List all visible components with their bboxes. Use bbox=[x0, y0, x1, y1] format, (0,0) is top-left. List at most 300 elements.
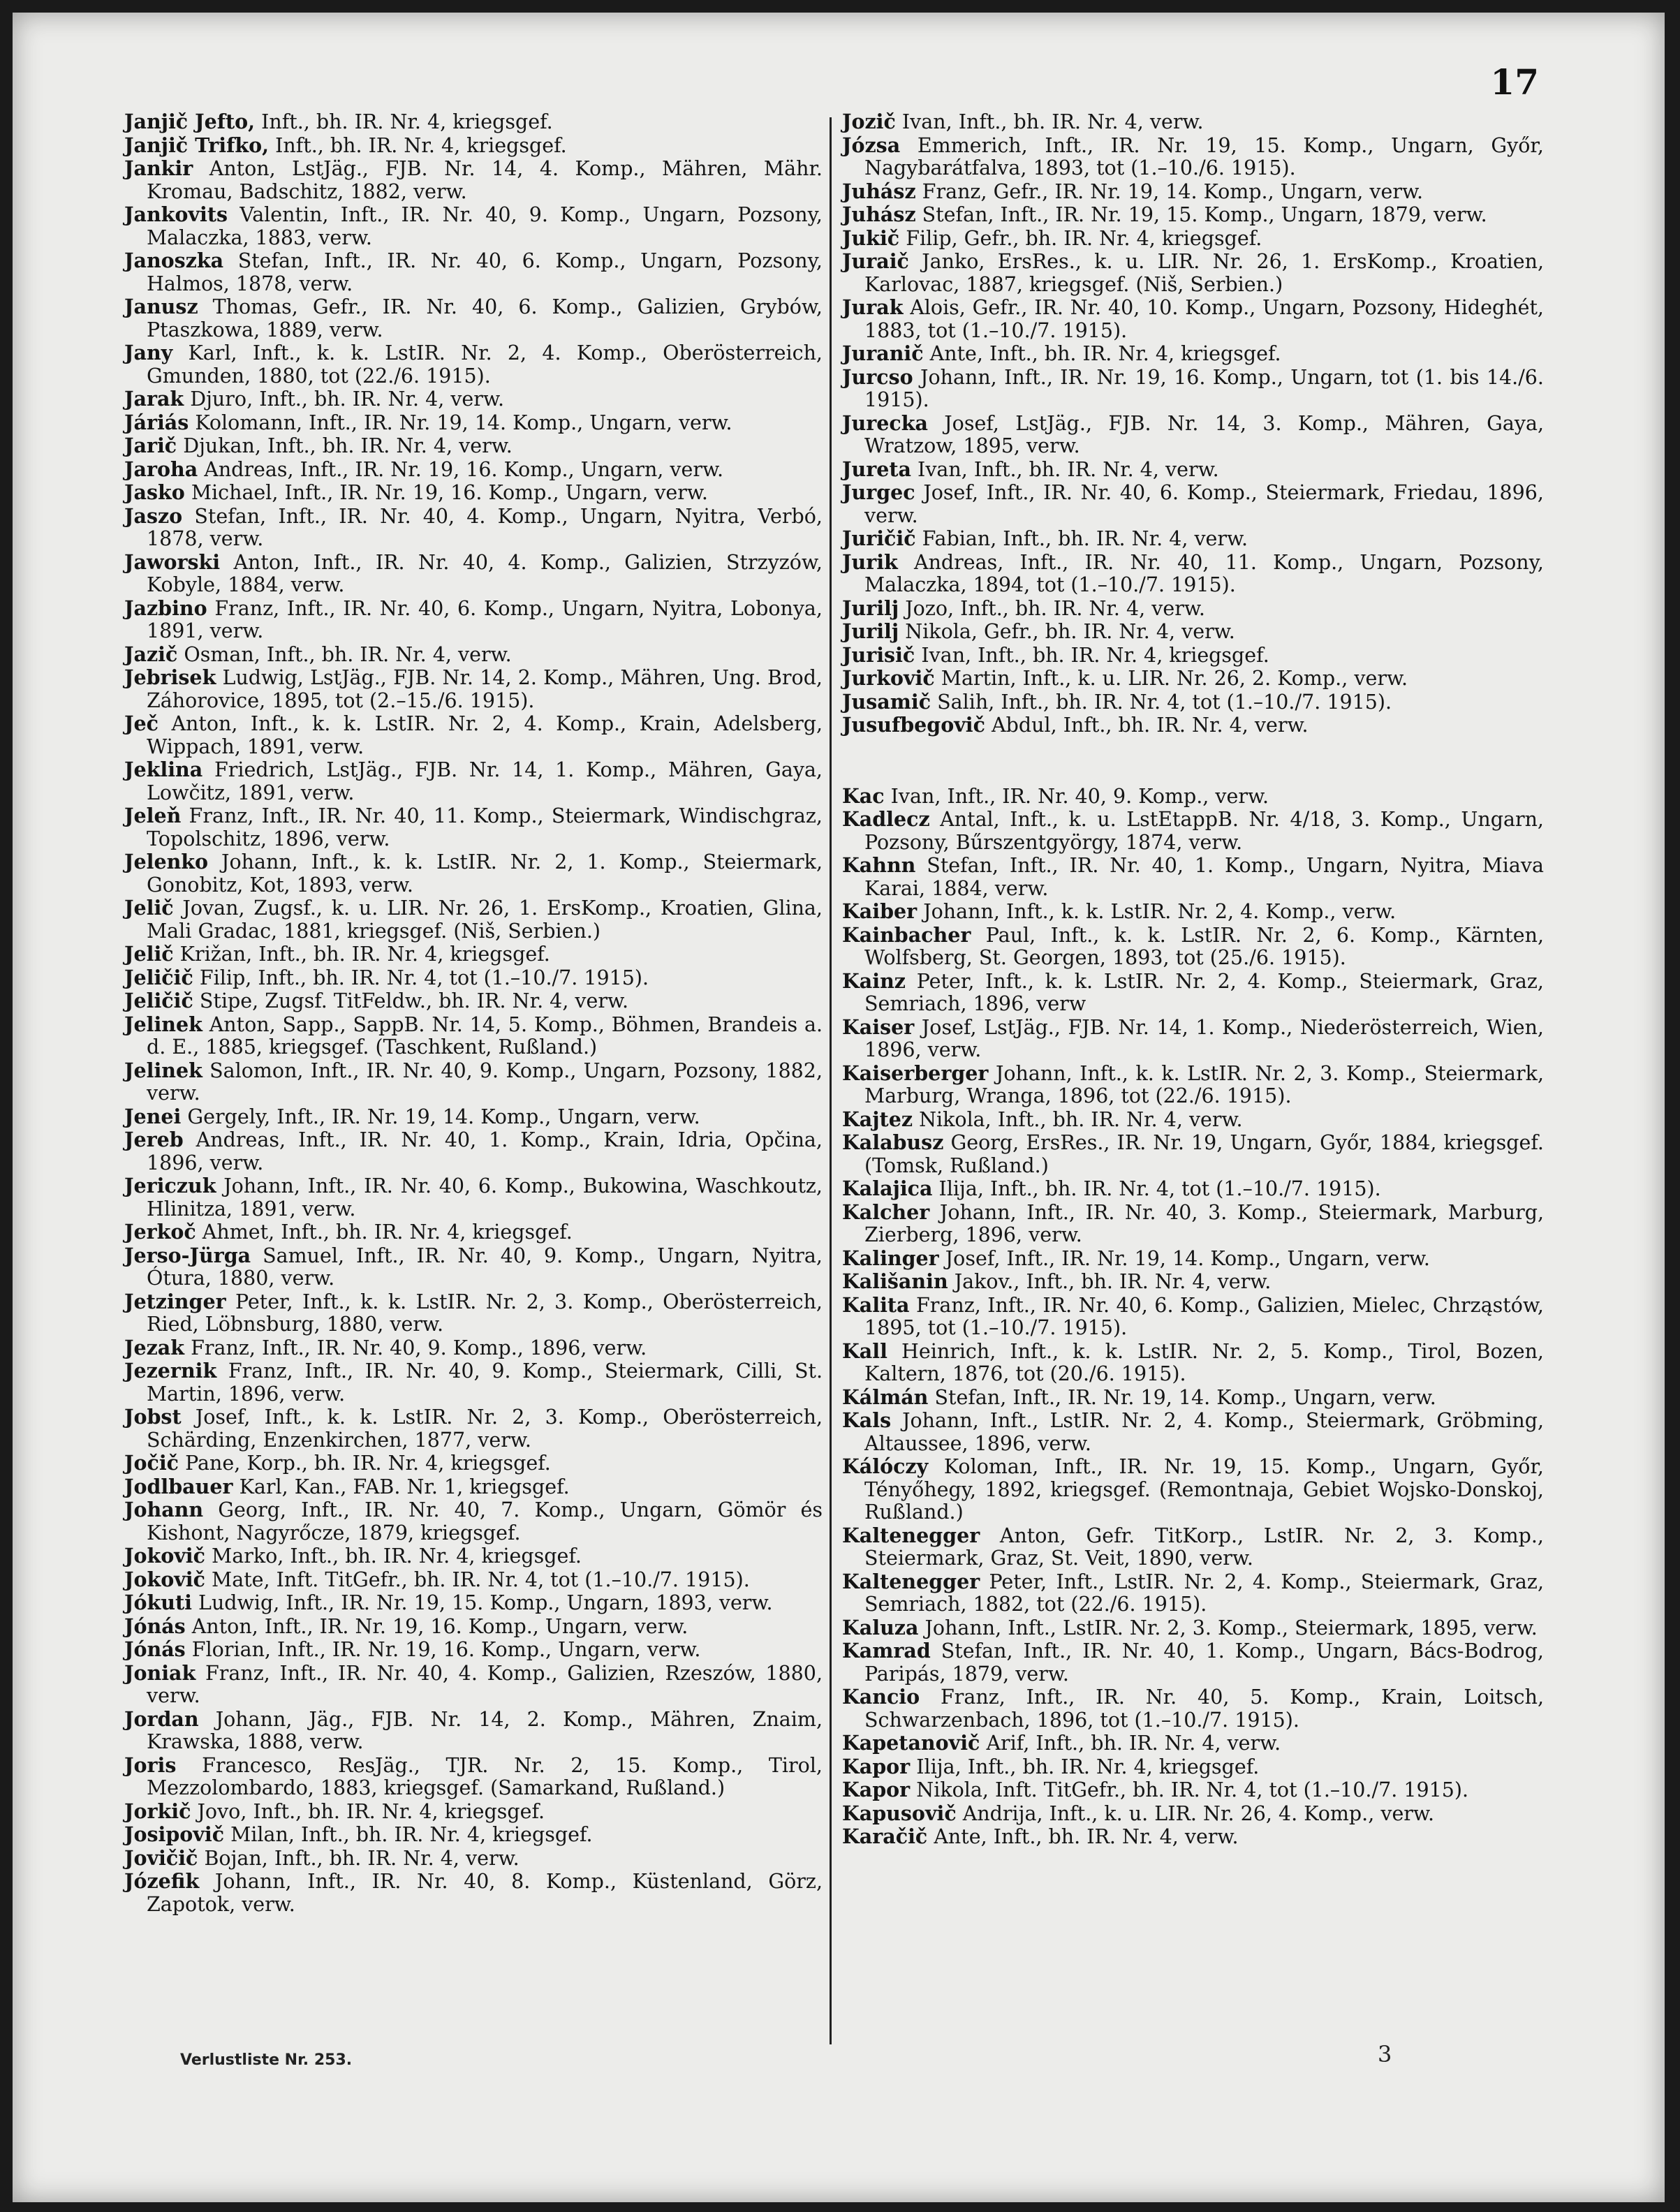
entry-surname: Jurilj bbox=[842, 619, 899, 643]
entry-details: Djuro, Inft., bh. IR. Nr. 4, verw. bbox=[184, 388, 504, 411]
entry-surname: Jaroha bbox=[124, 457, 198, 481]
list-entry bbox=[124, 1059, 823, 1105]
entry-details: Georg, ErsRes., IR. Nr. 19, Ungarn, Győr, 1884, kriegsgef. (Tomsk, Rußland.) bbox=[864, 1131, 1544, 1177]
entry-surname: Jelič bbox=[124, 942, 174, 966]
entry-details: Arif, Inft., bh. IR. Nr. 4, verw. bbox=[980, 1732, 1281, 1755]
entry-surname: Joris bbox=[124, 1753, 177, 1777]
list-entry bbox=[124, 505, 823, 551]
entry-details: Stefan, Inft., IR. Nr. 40, 4. Komp., Ungarn, Nyitra, Verbó, 1878, verw. bbox=[147, 504, 823, 550]
list-entry bbox=[124, 1452, 823, 1475]
entry-details: Stefan, Inft., IR. Nr. 40, 6. Komp., Ungarn, Pozsony, Halmos, 1878, verw. bbox=[147, 249, 823, 295]
entry-surname: Jankovits bbox=[124, 202, 228, 226]
list-entry bbox=[124, 249, 823, 295]
entry-details: Michael, Inft., IR. Nr. 19, 16. Komp., Ungarn, verw. bbox=[184, 481, 708, 504]
entry-details: Heinrich, Inft., k. k. LstIR. Nr. 2, 5. Komp., Tirol, Bozen, Kaltern, 1876, tot (20./6. 1915). bbox=[864, 1339, 1544, 1385]
list-entry bbox=[842, 644, 1544, 668]
entry-surname: Jezak bbox=[124, 1335, 185, 1359]
list-entry bbox=[842, 296, 1544, 342]
list-entry bbox=[124, 157, 823, 203]
entry-details: Andreas, Inft., IR. Nr. 40, 11. Komp., Ungarn, Pozsony, Malaczka, 1894, tot (1.–10./7. 1915). bbox=[864, 550, 1544, 596]
entry-surname: Johann bbox=[124, 1498, 204, 1521]
list-entry bbox=[124, 1662, 823, 1708]
list-entry bbox=[124, 989, 823, 1013]
list-entry bbox=[842, 691, 1544, 714]
entry-details: Fabian, Inft., bh. IR. Nr. 4, verw. bbox=[915, 527, 1248, 550]
entry-surname: Kadlecz bbox=[842, 807, 930, 831]
entry-details: Anton, Sapp., SappB. Nr. 14, 5. Komp., Böhmen, Brandeis a. d. E., 1885, kriegsgef. (Taschkent, Rußland.) bbox=[147, 1012, 823, 1059]
entry-surname: Jurisič bbox=[842, 642, 915, 667]
entry-surname: Jusufbegovič bbox=[842, 713, 985, 737]
entry-details: Jakov., Inft., bh. IR. Nr. 4, verw. bbox=[948, 1270, 1272, 1293]
entry-details: Ante, Inft., bh. IR. Nr. 4, verw. bbox=[927, 1825, 1239, 1848]
list-entry bbox=[842, 134, 1544, 180]
entry-details: Valentin, Inft., IR. Nr. 40, 9. Komp., Ungarn, Pozsony, Malaczka, 1883, verw. bbox=[147, 203, 823, 249]
entry-details: Jozo, Inft., bh. IR. Nr. 4, verw. bbox=[899, 596, 1205, 620]
list-entry bbox=[842, 458, 1544, 482]
entry-surname: Kainbacher bbox=[842, 922, 971, 947]
list-entry bbox=[124, 643, 823, 667]
entry-details: Franz, Gefr., IR. Nr. 19, 14. Komp., Ungarn, verw. bbox=[915, 179, 1424, 203]
list-entry bbox=[842, 1131, 1544, 1177]
entry-surname: Jeleň bbox=[124, 804, 182, 827]
entry-details: Johann, Inft., IR. Nr. 40, 6. Komp., Bukowina, Waschkoutz, Hlinitza, 1891, verw. bbox=[147, 1174, 823, 1221]
entry-details: Johann, Inft., LstIR. Nr. 2, 4. Komp., Steiermark, Gröbming, Altaussee, 1896, verw. bbox=[864, 1409, 1544, 1455]
entry-details: Georg, Inft., IR. Nr. 40, 7. Komp., Ungarn, Gömör és Kishont, Nagyrőcze, 1879, kriegsgef. bbox=[147, 1498, 823, 1544]
list-entry bbox=[124, 1568, 823, 1592]
list-entry bbox=[842, 1062, 1544, 1108]
entry-surname: Jurilj bbox=[842, 596, 899, 620]
list-entry bbox=[124, 850, 823, 897]
entry-surname: Ječ bbox=[124, 711, 159, 735]
entry-surname: Janoszka bbox=[124, 249, 224, 272]
entry-surname: Jurkovič bbox=[842, 666, 935, 690]
entry-surname: Jurik bbox=[842, 550, 898, 574]
entry-details: Ludwig, LstJäg., FJB. Nr. 14, 2. Komp., Mähren, Ung. Brod, Záhorovice, 1895, tot (2.–15./6. 1915). bbox=[147, 666, 823, 712]
entry-surname: Jaworski bbox=[124, 550, 221, 574]
entry-surname: Jeličič bbox=[124, 989, 193, 1012]
entry-surname: Kajtez bbox=[842, 1107, 913, 1131]
entry-surname: Jurcso bbox=[842, 364, 913, 389]
list-entry bbox=[124, 712, 823, 758]
list-entry bbox=[124, 341, 823, 388]
entry-details: Josef, Inft., k. k. LstIR. Nr. 2, 3. Komp., Oberösterreich, Schärding, Enzenkirchen, 1877, verw. bbox=[147, 1406, 823, 1452]
entry-details: Anton, Inft., k. k. LstIR. Nr. 2, 4. Komp., Krain, Adelsberg, Wippach, 1891, verw. bbox=[147, 712, 823, 758]
entry-surname: Karačič bbox=[842, 1824, 928, 1848]
list-entry bbox=[124, 1638, 823, 1662]
entry-details: Andrija, Inft., k. u. LIR. Nr. 26, 4. Komp., verw. bbox=[956, 1801, 1435, 1825]
entry-details: Peter, Inft., k. k. LstIR. Nr. 2, 3. Komp., Oberösterreich, Ried, Löbnsburg, 1880, verw. bbox=[147, 1290, 823, 1336]
list-entry bbox=[124, 1615, 823, 1639]
list-entry bbox=[124, 1544, 823, 1568]
page-number: 17 bbox=[1490, 61, 1539, 103]
list-entry bbox=[124, 1290, 823, 1336]
entry-surname: Jazbino bbox=[124, 596, 207, 620]
entry-surname: Kalcher bbox=[842, 1200, 930, 1224]
list-entry bbox=[124, 1013, 823, 1059]
entry-surname: Jodlbauer bbox=[124, 1474, 233, 1498]
entry-details: Osman, Inft., bh. IR. Nr. 4, verw. bbox=[177, 642, 512, 666]
list-entry bbox=[124, 458, 823, 482]
entry-surname: Jasko bbox=[124, 480, 185, 504]
entry-details: Pane, Korp., bh. IR. Nr. 4, kriegsgef. bbox=[179, 1452, 551, 1475]
entry-details: Johann, Inft., IR. Nr. 40, 8. Komp., Küstenland, Görz, Zapotok, verw. bbox=[147, 1870, 823, 1916]
entry-surname: Józsa bbox=[842, 133, 901, 157]
list-entry bbox=[842, 1732, 1544, 1755]
entry-details: Martin, Inft., k. u. LIR. Nr. 26, 2. Komp., verw. bbox=[934, 667, 1408, 690]
list-entry bbox=[842, 1639, 1544, 1686]
entry-details: Marko, Inft., bh. IR. Nr. 4, kriegsgef. bbox=[205, 1544, 582, 1568]
entry-details: Jovan, Zugsf., k. u. LIR. Nr. 26, 1. ErsKomp., Kroatien, Glina, Mali Gradac, 1881, kriegsgef. (Niš, Serbien.) bbox=[147, 897, 823, 943]
entry-surname: Kališanin bbox=[842, 1269, 948, 1293]
entry-surname: Kaiserberger bbox=[842, 1061, 989, 1085]
entry-surname: Kapor bbox=[842, 1778, 911, 1801]
entry-surname: Jureta bbox=[842, 457, 911, 481]
entry-details: Ahmet, Inft., bh. IR. Nr. 4, kriegsgef. bbox=[196, 1221, 573, 1244]
list-entry bbox=[842, 808, 1544, 854]
entry-details: Ivan, Inft., bh. IR. Nr. 4, kriegsgef. bbox=[915, 643, 1269, 667]
list-entry bbox=[842, 180, 1544, 204]
list-entry bbox=[124, 1221, 823, 1244]
list-entry bbox=[124, 1754, 823, 1800]
list-entry bbox=[842, 1386, 1544, 1410]
entry-surname: Jeklina bbox=[124, 758, 203, 781]
entry-details: Stefan, Inft., IR. Nr. 19, 15. Komp., Ungarn, 1879, verw. bbox=[915, 203, 1487, 226]
list-entry bbox=[124, 1105, 823, 1129]
entry-surname: Kaluza bbox=[842, 1615, 919, 1639]
list-entry bbox=[124, 481, 823, 505]
list-entry bbox=[842, 1340, 1544, 1386]
entry-surname: Jozič bbox=[842, 110, 896, 133]
entry-surname: Jaszo bbox=[124, 503, 183, 528]
entry-surname: Járiás bbox=[124, 410, 189, 434]
entry-details: Filip, Inft., bh. IR. Nr. 4, tot (1.–10./7. 1915). bbox=[193, 966, 649, 989]
entry-surname: Jónás bbox=[124, 1637, 186, 1661]
entry-surname: Kapetanovič bbox=[842, 1731, 980, 1755]
list-entry bbox=[124, 434, 823, 458]
list-entry bbox=[124, 295, 823, 341]
entry-surname: Juraič bbox=[842, 249, 909, 273]
entry-surname: Jericzuk bbox=[124, 1174, 216, 1197]
entry-details: Franz, Inft., IR. Nr. 40, 6. Komp., Ungarn, Nyitra, Lobonya, 1891, verw. bbox=[147, 596, 823, 642]
entry-surname: Józefik bbox=[124, 1869, 200, 1893]
list-entry bbox=[124, 1174, 823, 1221]
list-entry bbox=[124, 1475, 823, 1499]
list-entry bbox=[842, 1455, 1544, 1524]
entry-surname: Juhász bbox=[842, 179, 916, 203]
list-entry bbox=[842, 1778, 1544, 1802]
entry-surname: Jovičič bbox=[124, 1845, 198, 1870]
entry-details: Ante, Inft., bh. IR. Nr. 4, kriegsgef. bbox=[923, 342, 1281, 365]
entry-details: Johann, Inft., LstIR. Nr. 2, 3. Komp., Steiermark, 1895, verw. bbox=[918, 1616, 1538, 1639]
list-entry bbox=[124, 1870, 823, 1916]
entry-surname: Jobst bbox=[124, 1405, 182, 1429]
entry-surname: Janjič Jefto, bbox=[124, 110, 256, 133]
list-entry bbox=[842, 597, 1544, 621]
entry-surname: Juranič bbox=[842, 341, 924, 365]
list-entry bbox=[842, 1825, 1544, 1849]
list-entry bbox=[124, 1800, 823, 1824]
list-entry bbox=[842, 227, 1544, 251]
list-entry bbox=[124, 1128, 823, 1174]
list-entry bbox=[842, 1108, 1544, 1132]
document-page bbox=[13, 13, 1665, 2202]
entry-details: Andreas, Inft., IR. Nr. 40, 1. Komp., Krain, Idria, Opčina, 1896, verw. bbox=[147, 1128, 823, 1174]
entry-surname: Jerso-Jürga bbox=[124, 1243, 251, 1267]
entry-details: Djukan, Inft., bh. IR. Nr. 4, verw. bbox=[177, 434, 513, 457]
list-entry bbox=[124, 1498, 823, 1544]
entry-surname: Jeličič bbox=[124, 965, 193, 989]
entry-surname: Jenei bbox=[124, 1104, 182, 1128]
list-entry bbox=[842, 551, 1544, 597]
list-entry bbox=[124, 388, 823, 411]
entry-details: Johann, Inft., IR. Nr. 19, 16. Komp., Ungarn, tot (1. bis 14./6. 1915). bbox=[864, 365, 1544, 411]
entry-surname: Janjič Trifko, bbox=[124, 133, 270, 157]
entry-details: Johann, Inft., k. k. LstIR. Nr. 2, 1. Komp., Steiermark, Gonobitz, Kot, 1893, verw. bbox=[147, 850, 823, 897]
entry-details: Josef, LstJäg., FJB. Nr. 14, 1. Komp., Niederösterreich, Wien, 1896, verw. bbox=[864, 1015, 1544, 1061]
list-entry bbox=[842, 1177, 1544, 1201]
entry-surname: Kaltenegger bbox=[842, 1569, 980, 1593]
list-entry bbox=[124, 943, 823, 966]
entry-details: Stefan, Inft., IR. Nr. 40, 1. Komp., Ungarn, Bács-Bodrog, Paripás, 1879, verw. bbox=[864, 1639, 1544, 1686]
entry-surname: Jebrisek bbox=[124, 665, 216, 689]
list-entry bbox=[124, 1406, 823, 1452]
list-entry bbox=[842, 1201, 1544, 1247]
entry-details: Janko, ErsRes., k. u. LIR. Nr. 26, 1. ErsKomp., Kroatien, Karlovac, 1887, kriegsgef. (Niš, Serbien.) bbox=[864, 250, 1544, 296]
entry-details: Ilija, Inft., bh. IR. Nr. 4, tot (1.–10./7. 1915). bbox=[932, 1177, 1381, 1200]
entry-surname: Kálóczy bbox=[842, 1454, 929, 1478]
entry-details: Thomas, Gefr., IR. Nr. 40, 6. Komp., Galizien, Grybów, Ptaszkowa, 1889, verw. bbox=[147, 295, 823, 341]
list-entry bbox=[124, 134, 823, 158]
entry-details: Inft., bh. IR. Nr. 4, kriegsgef. bbox=[255, 110, 553, 133]
entry-details: Franz, Inft., IR. Nr. 40, 9. Komp., 1896, verw. bbox=[184, 1336, 647, 1359]
list-entry bbox=[842, 924, 1544, 970]
list-entry bbox=[842, 970, 1544, 1016]
list-entry bbox=[842, 110, 1544, 134]
list-entry bbox=[842, 1570, 1544, 1616]
entry-details: Ivan, Inft., bh. IR. Nr. 4, verw. bbox=[895, 110, 1204, 133]
right-column bbox=[842, 110, 1544, 1849]
section-gap bbox=[842, 737, 1544, 785]
entry-details: Josef, Inft., IR. Nr. 40, 6. Komp., Steiermark, Friedau, 1896, verw. bbox=[864, 481, 1544, 527]
list-entry bbox=[842, 620, 1544, 644]
entry-details: Karl, Inft., k. k. LstIR. Nr. 2, 4. Komp., Oberösterreich, Gmunden, 1880, tot (22./6. 1915). bbox=[147, 341, 823, 388]
entry-surname: Kaiser bbox=[842, 1015, 915, 1039]
list-entry bbox=[124, 1708, 823, 1754]
list-entry bbox=[842, 366, 1544, 412]
entry-surname: Juričič bbox=[842, 526, 916, 550]
entry-details: Josef, LstJäg., FJB. Nr. 14, 3. Komp., Mähren, Gaya, Wratzow, 1895, verw. bbox=[864, 411, 1544, 457]
list-entry bbox=[124, 597, 823, 643]
list-entry bbox=[124, 966, 823, 990]
entry-details: Johann, Inft., IR. Nr. 40, 3. Komp., Steiermark, Marburg, Zierberg, 1896, verw. bbox=[864, 1200, 1544, 1246]
list-entry bbox=[842, 250, 1544, 296]
entry-surname: Jurgec bbox=[842, 480, 915, 504]
entry-surname: Josipovič bbox=[124, 1822, 225, 1846]
entry-details: Emmerich, Inft., IR. Nr. 19, 15. Komp., Ungarn, Győr, Nagybarátfalva, 1893, tot (1.–10./6. 1915). bbox=[864, 133, 1544, 179]
entry-details: Francesco, ResJäg., TJR. Nr. 2, 15. Komp., Tirol, Mezzolombardo, 1883, kriegsgef. (Samarkand, Rußland.) bbox=[147, 1753, 823, 1799]
list-entry bbox=[124, 203, 823, 249]
entry-surname: Jokovič bbox=[124, 1567, 205, 1591]
entry-surname: Kálmán bbox=[842, 1385, 929, 1409]
entry-details: Križan, Inft., bh. IR. Nr. 4, kriegsgef. bbox=[173, 943, 550, 966]
entry-surname: Kall bbox=[842, 1339, 887, 1363]
right-column-k-entries bbox=[842, 785, 1544, 1849]
list-entry bbox=[124, 1336, 823, 1360]
entry-surname: Kalita bbox=[842, 1292, 910, 1317]
list-entry bbox=[124, 1359, 823, 1406]
list-entry bbox=[842, 785, 1544, 809]
entry-surname: Kalajica bbox=[842, 1177, 933, 1200]
entry-details: Alois, Gefr., IR. Nr. 40, 10. Komp., Ungarn, Pozsony, Hideghét, 1883, tot (1.–10./7. 1915). bbox=[864, 296, 1544, 342]
entry-details: Johann, Inft., k. k. LstIR. Nr. 2, 3. Komp., Steiermark, Marburg, Wranga, 1896, tot (22./6. 1915). bbox=[864, 1061, 1544, 1107]
entry-surname: Jordan bbox=[124, 1706, 199, 1731]
entry-surname: Jurak bbox=[842, 295, 904, 319]
entry-surname: Jusamič bbox=[842, 689, 931, 714]
list-entry bbox=[124, 758, 823, 804]
entry-details: Kolomann, Inft., IR. Nr. 19, 14. Komp., Ungarn, verw. bbox=[189, 411, 732, 434]
list-entry bbox=[124, 110, 823, 134]
entry-details: Stefan, Inft., IR. Nr. 40, 1. Komp., Ungarn, Nyitra, Miava Karai, 1884, verw. bbox=[864, 854, 1544, 900]
entry-surname: Kaltenegger bbox=[842, 1523, 980, 1547]
entry-surname: Joniak bbox=[124, 1660, 196, 1685]
list-entry bbox=[124, 666, 823, 712]
entry-details: Paul, Inft., k. k. LstIR. Nr. 2, 6. Komp., Kärnten, Wolfsberg, St. Georgen, 1893, tot (25./6. 1915). bbox=[864, 923, 1544, 969]
entry-details: Stipe, Zugsf. TitFeldw., bh. IR. Nr. 4, verw. bbox=[193, 989, 629, 1012]
entry-surname: Kapusovič bbox=[842, 1801, 957, 1825]
entry-details: Anton, Inft., IR. Nr. 19, 16. Komp., Ungarn, verw. bbox=[185, 1614, 688, 1638]
list-entry bbox=[842, 412, 1544, 458]
entry-details: Franz, Inft., IR. Nr. 40, 4. Komp., Galizien, Rzeszów, 1880, verw. bbox=[147, 1661, 823, 1707]
entry-details: Abdul, Inft., bh. IR. Nr. 4, verw. bbox=[985, 714, 1309, 737]
entry-surname: Jezernik bbox=[124, 1359, 217, 1382]
entry-details: Josef, Inft., IR. Nr. 19, 14. Komp., Ungarn, verw. bbox=[938, 1246, 1430, 1270]
entry-details: Johann, Jäg., FJB. Nr. 14, 2. Komp., Mähren, Znaim, Krawska, 1888, verw. bbox=[147, 1707, 823, 1753]
entry-details: Franz, Inft., IR. Nr. 40, 11. Komp., Steiermark, Windischgraz, Topolschitz, 1896, verw. bbox=[147, 804, 823, 850]
left-column bbox=[124, 110, 823, 1916]
list-entry bbox=[124, 1591, 823, 1615]
list-entry bbox=[842, 1016, 1544, 1062]
entry-details: Andreas, Inft., IR. Nr. 19, 16. Komp., Ungarn, verw. bbox=[198, 457, 724, 481]
list-entry bbox=[842, 1616, 1544, 1640]
entry-surname: Kac bbox=[842, 783, 885, 808]
entry-surname: Kalabusz bbox=[842, 1130, 944, 1154]
entry-details: Koloman, Inft., IR. Nr. 19, 15. Komp., Ungarn, Győr, Tényőhegy, 1892, kriegsgef. (Remontnaja, Gebiet Wojsko-Donskoj, Rußland.) bbox=[864, 1455, 1544, 1524]
entry-details: Anton, Inft., IR. Nr. 40, 4. Komp., Galizien, Strzyzów, Kobyle, 1884, verw. bbox=[147, 550, 823, 596]
list-entry bbox=[842, 342, 1544, 366]
list-entry bbox=[842, 203, 1544, 227]
entry-surname: Janusz bbox=[124, 295, 198, 318]
list-entry bbox=[124, 1244, 823, 1290]
list-entry bbox=[124, 1823, 823, 1847]
entry-surname: Kamrad bbox=[842, 1639, 931, 1662]
entry-details: Peter, Inft., LstIR. Nr. 2, 4. Komp., Steiermark, Graz, Semriach, 1882, tot (22./6. 1915). bbox=[864, 1570, 1544, 1616]
entry-details: Stefan, Inft., IR. Nr. 19, 14. Komp., Ungarn, verw. bbox=[928, 1385, 1436, 1409]
entry-surname: Jelinek bbox=[124, 1058, 202, 1082]
entry-details: Antal, Inft., k. u. LstEtappB. Nr. 4/18, 3. Komp., Ungarn, Pozsony, Bűrszentgyörgy, 1874, verw. bbox=[864, 808, 1544, 854]
entry-surname: Jokovič bbox=[124, 1544, 205, 1568]
entry-surname: Jarak bbox=[124, 387, 184, 411]
entry-details: Ilija, Inft., bh. IR. Nr. 4, kriegsgef. bbox=[910, 1755, 1260, 1778]
entry-surname: Jarič bbox=[124, 434, 177, 457]
entry-details: Franz, Inft., IR. Nr. 40, 5. Komp., Krain, Loitsch, Schwarzenbach, 1896, tot (1.–10./7. 1915). bbox=[864, 1686, 1544, 1732]
list-entry bbox=[842, 527, 1544, 551]
entry-surname: Jetzinger bbox=[124, 1289, 226, 1313]
entry-details: Inft., bh. IR. Nr. 4, kriegsgef. bbox=[269, 133, 567, 157]
list-entry bbox=[842, 854, 1544, 900]
column-divider bbox=[830, 117, 832, 2044]
entry-surname: Jelinek bbox=[124, 1012, 202, 1036]
entry-details: Nikola, Inft. TitGefr., bh. IR. Nr. 4, tot (1.–10./7. 1915). bbox=[910, 1778, 1469, 1801]
entry-details: Salomon, Inft., IR. Nr. 40, 9. Komp., Ungarn, Pozsony, 1882, verw. bbox=[147, 1059, 823, 1105]
list-entry bbox=[842, 1524, 1544, 1570]
list-entry bbox=[842, 667, 1544, 691]
list-entry bbox=[842, 1247, 1544, 1271]
list-entry bbox=[124, 411, 823, 435]
list-entry bbox=[842, 1802, 1544, 1826]
entry-surname: Jereb bbox=[124, 1128, 184, 1151]
entry-details: Friedrich, LstJäg., FJB. Nr. 14, 1. Komp., Mähren, Gaya, Lowčitz, 1891, verw. bbox=[147, 758, 823, 804]
entry-surname: Jókuti bbox=[124, 1591, 192, 1614]
entry-surname: Juhász bbox=[842, 202, 916, 226]
entry-surname: Jany bbox=[124, 341, 173, 364]
entry-details: Franz, Inft., IR. Nr. 40, 9. Komp., Steiermark, Cilli, St. Martin, 1896, verw. bbox=[147, 1359, 823, 1406]
footer-sheet-number: 3 bbox=[1378, 2041, 1392, 2067]
entry-surname: Jazič bbox=[124, 642, 178, 666]
entry-details: Samuel, Inft., IR. Nr. 40, 9. Komp., Ungarn, Nyitra, Ótura, 1880, verw. bbox=[147, 1244, 823, 1290]
entry-details: Peter, Inft., k. k. LstIR. Nr. 2, 4. Komp., Steiermark, Graz, Semriach, 1896, verw bbox=[864, 969, 1544, 1015]
list-entry bbox=[842, 1409, 1544, 1455]
list-entry bbox=[124, 804, 823, 850]
entry-details: Ivan, Inft., IR. Nr. 40, 9. Komp., verw. bbox=[884, 784, 1269, 808]
list-entry bbox=[842, 1755, 1544, 1779]
entry-surname: Jočič bbox=[124, 1451, 179, 1475]
entry-details: Bojan, Inft., bh. IR. Nr. 4, verw. bbox=[198, 1846, 520, 1870]
entry-details: Franz, Inft., IR. Nr. 40, 6. Komp., Galizien, Mielec, Chrząstów, 1895, tot (1.–10./7. 1915). bbox=[864, 1293, 1544, 1339]
list-entry bbox=[842, 900, 1544, 924]
entry-details: Anton, LstJäg., FJB. Nr. 14, 4. Komp., Mähren, Mähr. Kromau, Badschitz, 1882, verw. bbox=[147, 157, 823, 203]
entry-details: Gergely, Inft., IR. Nr. 19, 14. Komp., Ungarn, verw. bbox=[181, 1105, 700, 1128]
list-entry bbox=[124, 897, 823, 943]
entry-details: Filip, Gefr., bh. IR. Nr. 4, kriegsgef. bbox=[899, 226, 1262, 250]
right-column-j-entries bbox=[842, 110, 1544, 737]
list-entry bbox=[842, 1294, 1544, 1340]
entry-surname: Kapor bbox=[842, 1754, 911, 1778]
entry-details: Ludwig, Inft., IR. Nr. 19, 15. Komp., Ungarn, 1893, verw. bbox=[191, 1591, 773, 1614]
entry-details: Milan, Inft., bh. IR. Nr. 4, kriegsgef. bbox=[224, 1823, 593, 1846]
entry-surname: Jónás bbox=[124, 1614, 186, 1638]
entry-surname: Jelenko bbox=[124, 850, 209, 873]
list-entry bbox=[124, 1847, 823, 1871]
entry-surname: Kals bbox=[842, 1408, 892, 1432]
footer-list-number: Verlustliste Nr. 253. bbox=[180, 2051, 353, 2069]
entry-surname: Jukič bbox=[842, 226, 900, 250]
entry-surname: Kahnn bbox=[842, 853, 916, 877]
entry-details: Ivan, Inft., bh. IR. Nr. 4, verw. bbox=[911, 457, 1219, 481]
list-entry bbox=[842, 481, 1544, 527]
list-entry bbox=[124, 551, 823, 597]
list-entry bbox=[842, 1270, 1544, 1294]
entry-details: Nikola, Inft., bh. IR. Nr. 4, verw. bbox=[913, 1107, 1243, 1131]
entry-details: Nikola, Gefr., bh. IR. Nr. 4, verw. bbox=[899, 620, 1235, 643]
entry-details: Salih, Inft., bh. IR. Nr. 4, tot (1.–10./7. 1915). bbox=[931, 690, 1392, 714]
entry-details: Jovo, Inft., bh. IR. Nr. 4, kriegsgef. bbox=[191, 1799, 545, 1823]
entry-surname: Kancio bbox=[842, 1685, 920, 1709]
entry-details: Florian, Inft., IR. Nr. 19, 16. Komp., Ungarn, verw. bbox=[185, 1638, 701, 1661]
entry-surname: Jelič bbox=[124, 896, 174, 920]
entry-details: Anton, Gefr. TitKorp., LstIR. Nr. 2, 3. Komp., Steiermark, Graz, St. Veit, 1890, verw. bbox=[864, 1524, 1544, 1570]
entry-surname: Kaiber bbox=[842, 899, 918, 923]
entry-surname: Jerkoč bbox=[124, 1220, 196, 1244]
